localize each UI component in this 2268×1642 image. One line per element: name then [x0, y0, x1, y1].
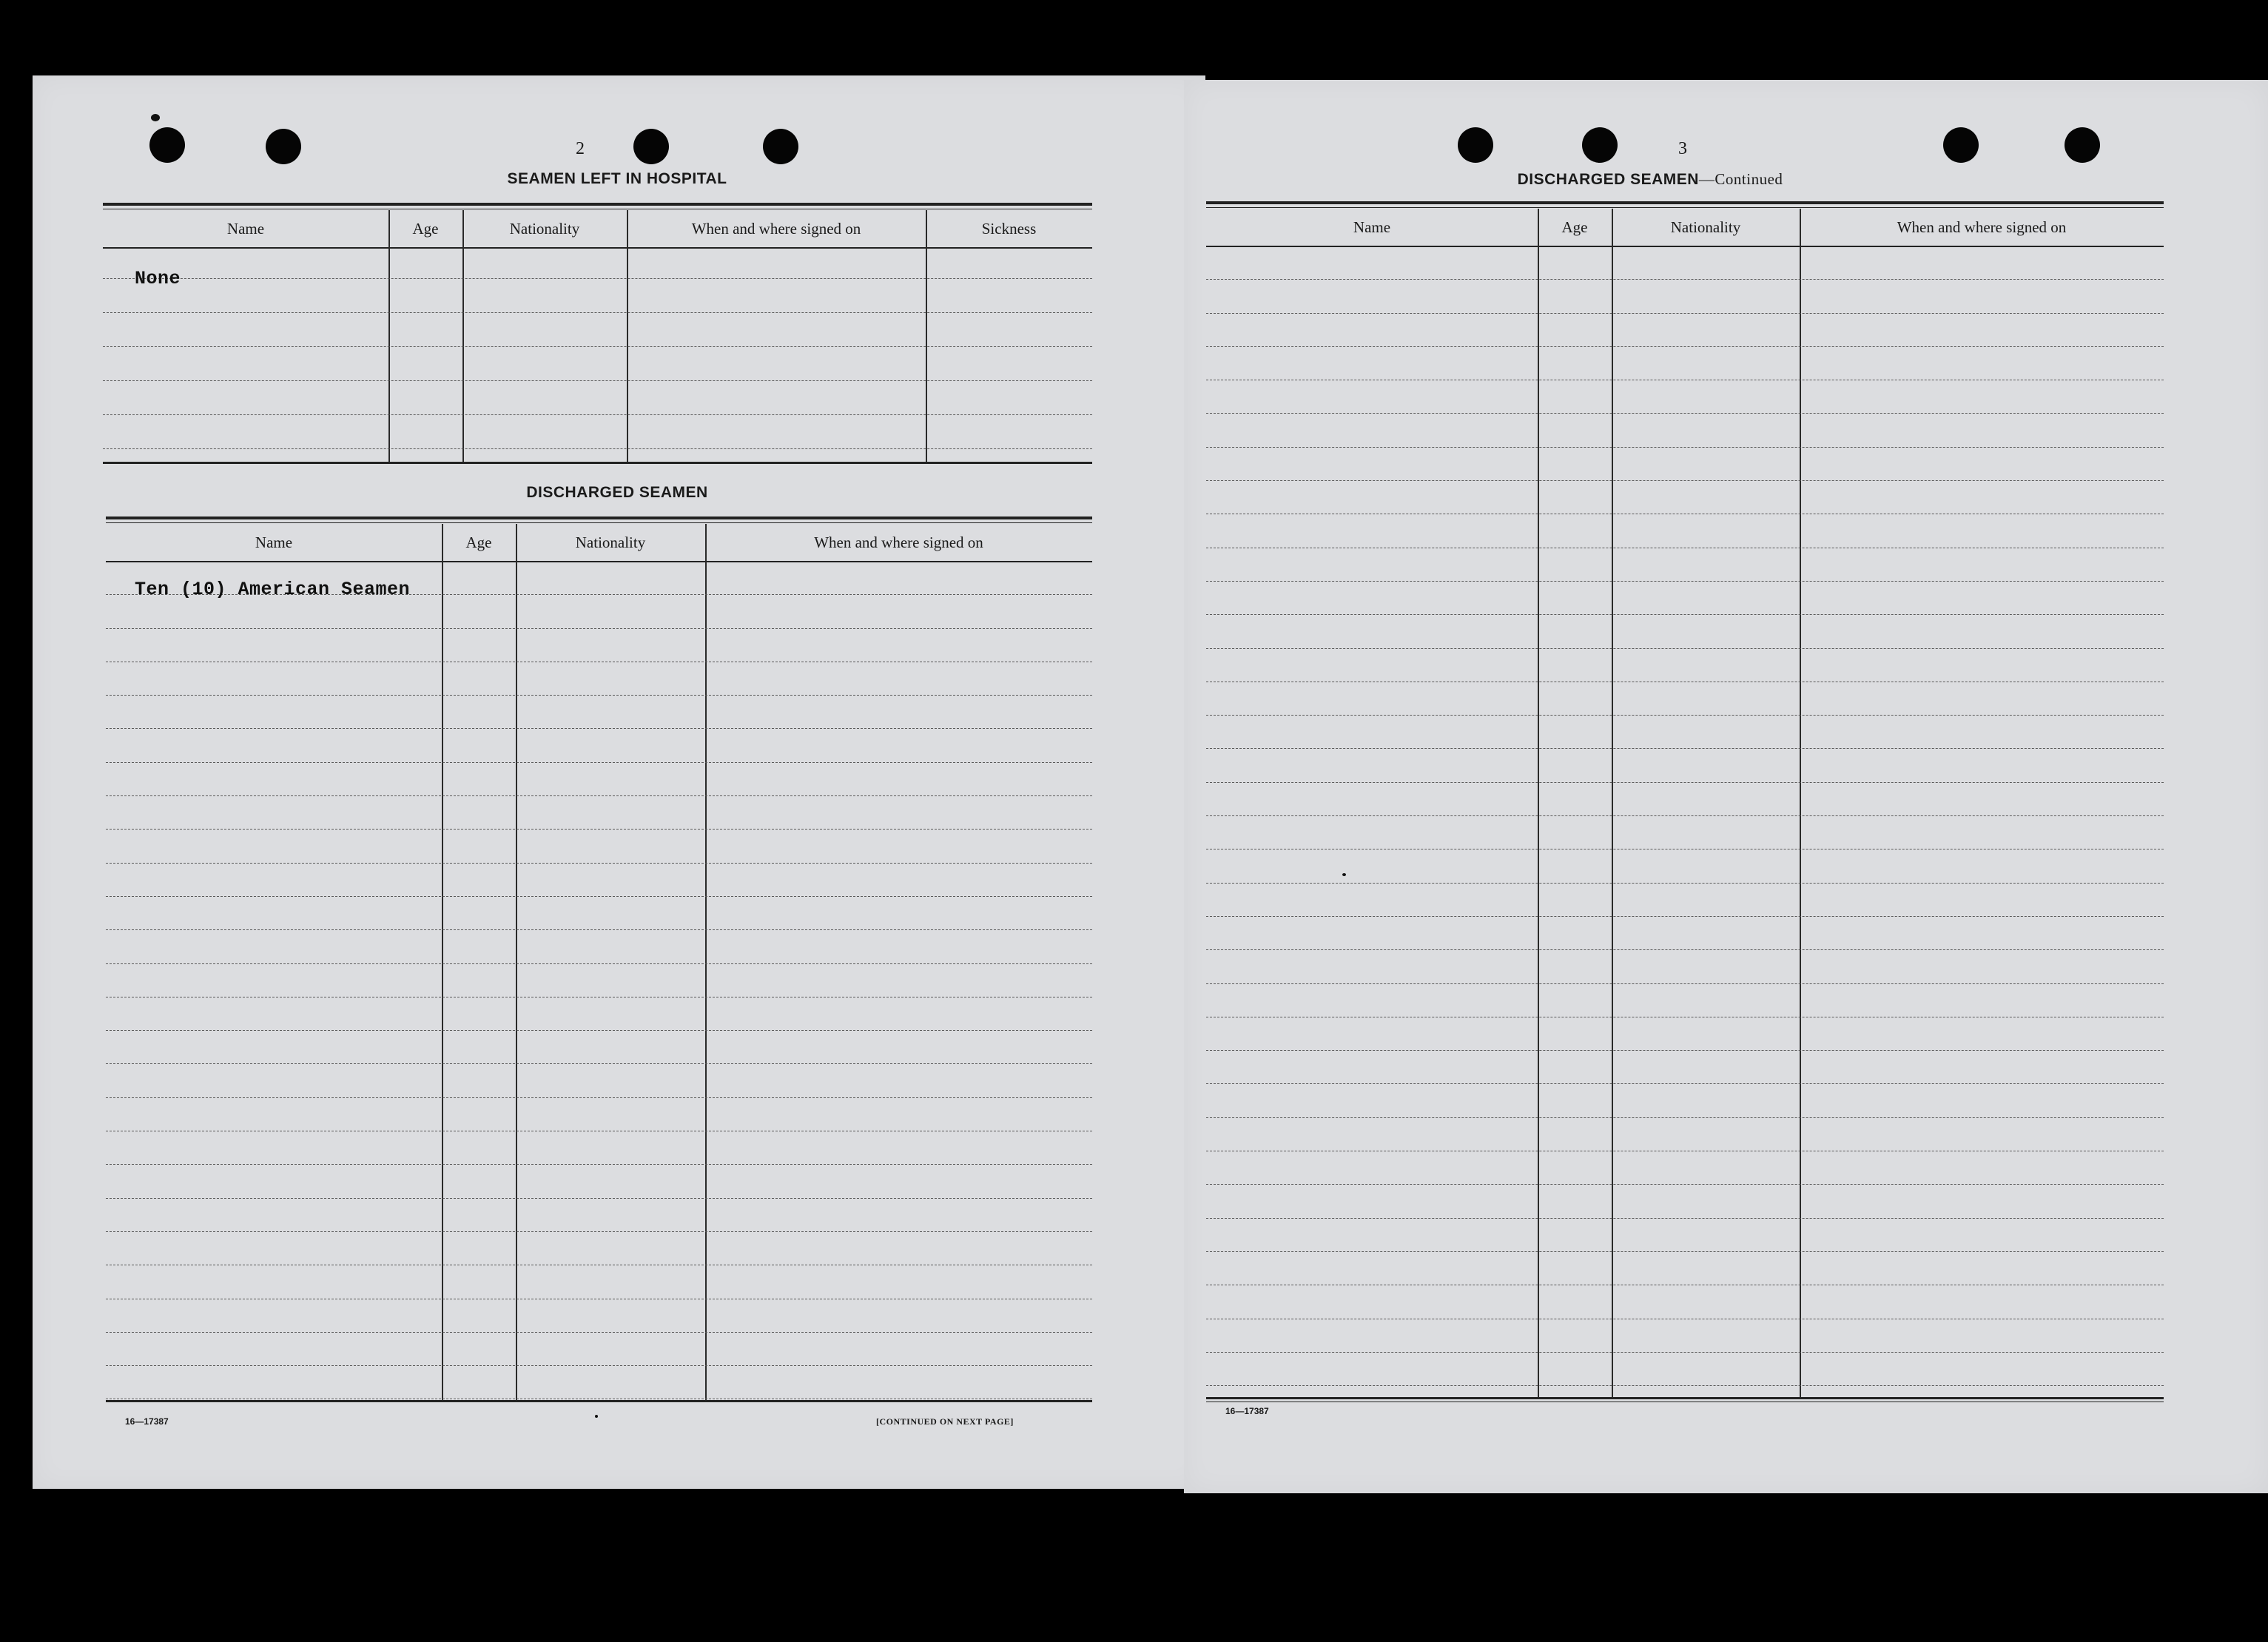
table-row	[103, 312, 1092, 347]
table-row	[1206, 514, 2164, 548]
right-page	[1184, 80, 2268, 1493]
table-row	[1206, 581, 2164, 615]
table-row	[106, 929, 1092, 963]
table-row	[106, 762, 1092, 796]
col-header-nationality: Nationality	[1670, 218, 1741, 236]
table-row	[1206, 1084, 2164, 1118]
table-row	[103, 414, 1092, 449]
table-row	[106, 896, 1092, 930]
table-row	[1206, 849, 2164, 883]
continued-note: [CONTINUED ON NEXT PAGE]	[876, 1416, 1014, 1427]
table-row	[1206, 1017, 2164, 1051]
section-title-continued: —Continued	[1698, 170, 1783, 188]
col-header-signed-on: When and where signed on	[691, 220, 861, 238]
table-row	[103, 247, 1092, 279]
table-row	[1206, 480, 2164, 514]
table-row	[1206, 715, 2164, 749]
table-row	[1206, 1352, 2164, 1386]
table-row	[1206, 1117, 2164, 1151]
hospital-table-header	[103, 210, 1092, 249]
table-row	[1206, 1151, 2164, 1185]
table-row	[106, 1030, 1092, 1064]
table-row	[1206, 815, 2164, 849]
table-row	[1206, 246, 2164, 280]
table-row	[106, 729, 1092, 763]
table-row	[1206, 749, 2164, 783]
discharged-continued-table	[1206, 201, 2164, 1489]
table-row	[1206, 1050, 2164, 1084]
table-row	[1206, 883, 2164, 917]
binder-hole	[1943, 127, 1979, 163]
table-row	[106, 997, 1092, 1031]
form-number: 16—17387	[125, 1416, 169, 1427]
page-number: 3	[1678, 139, 1687, 158]
col-header-name: Name	[226, 220, 265, 238]
discharged-table	[106, 517, 1092, 1493]
table-row	[106, 863, 1092, 897]
table-row	[1206, 682, 2164, 716]
table-header	[1206, 209, 2164, 247]
col-header-nationality: Nationality	[575, 534, 646, 551]
table-row	[1206, 1285, 2164, 1319]
discharged-section-title: DISCHARGED SEAMEN	[526, 484, 708, 501]
table-row	[106, 628, 1092, 662]
table-row	[1206, 279, 2164, 313]
table-row	[106, 695, 1092, 729]
table-row	[1206, 548, 2164, 582]
col-header-name: Name	[1353, 218, 1391, 236]
binder-hole	[1582, 127, 1618, 163]
table-row	[1206, 380, 2164, 414]
table-row	[1206, 782, 2164, 816]
table-row	[106, 1131, 1092, 1165]
table-row	[1206, 447, 2164, 481]
col-header-sickness: Sickness	[981, 220, 1037, 238]
table-row	[106, 1164, 1092, 1198]
table-row	[103, 278, 1092, 313]
hospital-table	[103, 203, 1092, 469]
table-row	[106, 1097, 1092, 1131]
table-row	[1206, 949, 2164, 983]
binder-hole	[763, 129, 798, 164]
col-header-name: Name	[255, 534, 293, 551]
col-header-nationality: Nationality	[509, 220, 580, 238]
table-row	[1206, 346, 2164, 380]
table-row	[1206, 1184, 2164, 1218]
discharged-table-header	[106, 524, 1092, 562]
hospital-section-title: SEAMEN LEFT IN HOSPITAL	[507, 170, 727, 187]
section-title-main: DISCHARGED SEAMEN	[1517, 171, 1699, 188]
col-header-age: Age	[465, 534, 492, 551]
table-row	[103, 346, 1092, 381]
table-row	[1206, 983, 2164, 1017]
col-header-age: Age	[412, 220, 439, 238]
binder-hole	[2065, 127, 2100, 163]
table-row	[106, 963, 1092, 997]
table-row	[1206, 916, 2164, 950]
col-header-signed-on: When and where signed on	[1897, 218, 2067, 236]
table-row	[1206, 1319, 2164, 1353]
page-number: 2	[576, 139, 585, 158]
binder-hole	[149, 127, 185, 163]
col-header-age: Age	[1561, 218, 1588, 236]
table-row	[106, 1198, 1092, 1232]
table-row	[103, 380, 1092, 415]
table-row	[106, 1365, 1092, 1399]
table-row	[1206, 648, 2164, 682]
form-number: 16—17387	[1225, 1406, 1269, 1416]
section-title	[1465, 170, 1835, 189]
table-row	[106, 1265, 1092, 1299]
binder-hole	[633, 129, 669, 164]
table-row	[106, 1332, 1092, 1366]
col-header-signed-on: When and where signed on	[814, 534, 983, 551]
table-row	[106, 1231, 1092, 1265]
table-row	[1206, 614, 2164, 648]
left-page	[33, 75, 1205, 1489]
binder-hole	[1458, 127, 1493, 163]
table-row	[1206, 1218, 2164, 1252]
hospital-entry: None	[135, 268, 181, 289]
binder-hole	[266, 129, 301, 164]
table-row	[106, 829, 1092, 863]
table-row	[106, 662, 1092, 696]
table-row	[106, 1064, 1092, 1098]
table-row	[106, 795, 1092, 830]
discharged-entry: Ten (10) American Seamen	[135, 579, 411, 600]
table-row	[1206, 313, 2164, 347]
table-row	[106, 1299, 1092, 1333]
table-row	[1206, 1251, 2164, 1285]
table-row	[1206, 414, 2164, 448]
